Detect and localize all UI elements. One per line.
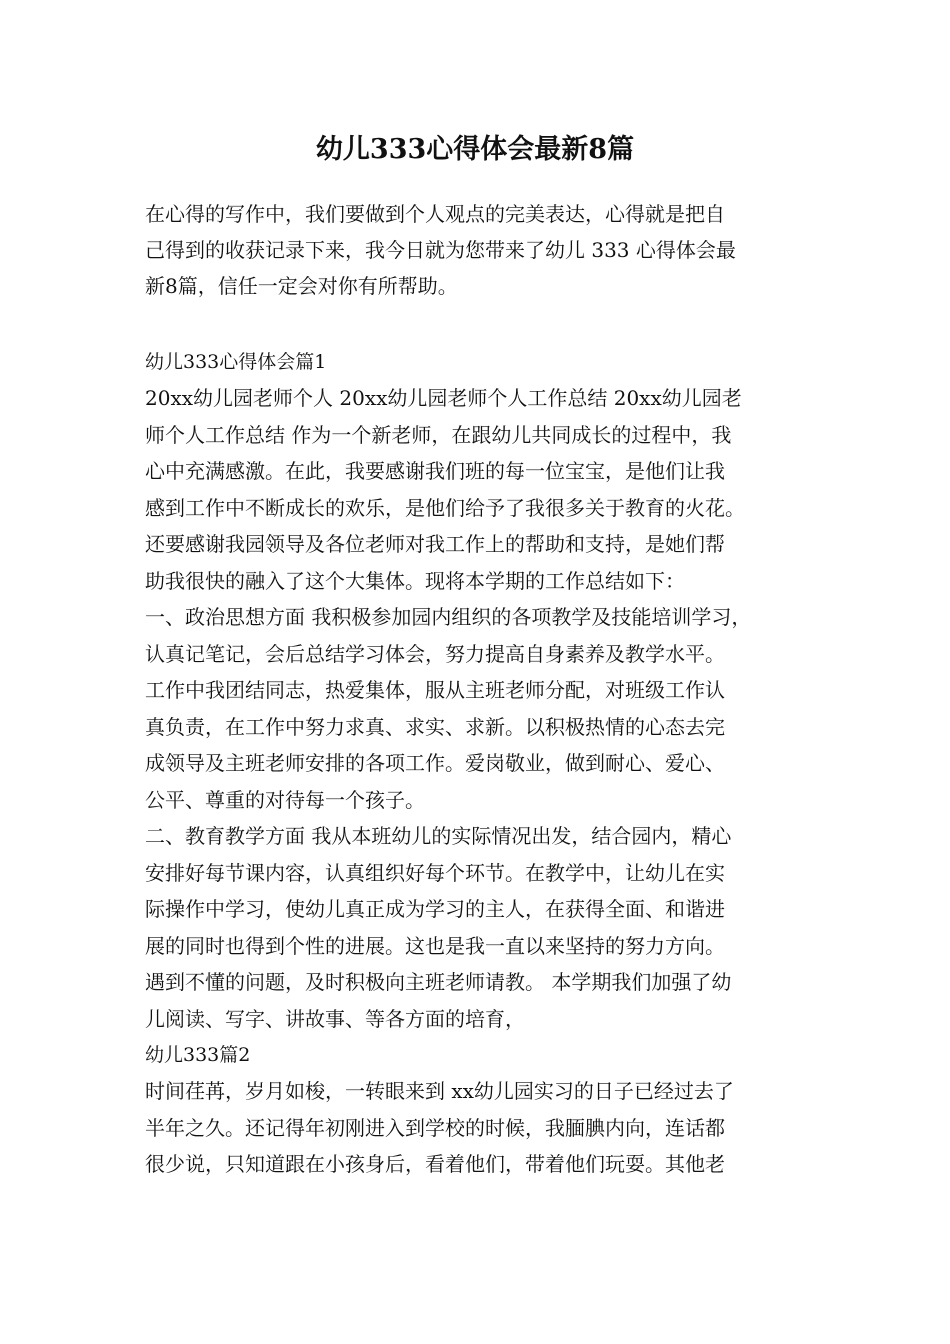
intro-line: 在心得的写作中，我们要做到个人观点的完美表达，心得就是把自 <box>145 202 725 226</box>
text-line: 助我很快的融入了这个大集体。现将本学期的工作总结如下： <box>145 568 685 593</box>
text-line: 认真记笔记，会后总结学习体会，努力提高自身素养及教学水平。 <box>145 641 725 666</box>
text-line: 还要感谢我园领导及各位老师对我工作上的帮助和支持，是她们帮 <box>145 532 725 556</box>
text-line: 公平、尊重的对待每一个孩子。 <box>145 787 425 812</box>
section-heading-2: 幼儿333篇2 <box>145 1044 251 1066</box>
text-line: 师个人工作总结 作为一个新老师，在跟幼儿共同成长的过程中，我 <box>145 422 732 447</box>
intro-line: 己得到的收获记录下来，我今日就为您带来了幼儿 333 心得体会最 <box>145 238 736 262</box>
text-line: 时间荏苒，岁月如梭，一转眼来到 xx幼儿园实习的日子已经过去了 <box>145 1079 734 1103</box>
text-line: 二、教育教学方面 我从本班幼儿的实际情况出发，结合园内，精心 <box>145 824 732 848</box>
text-line: 际操作中学习，使幼儿真正成为学习的主人，在获得全面、和谐进 <box>145 897 725 921</box>
text-line: 半年之久。还记得年初刚进入到学校的时候，我腼腆内向，连话都 <box>145 1115 725 1140</box>
text-line: 心中充满感激。在此，我要感谢我们班的每一位宝宝，是他们让我 <box>145 459 725 483</box>
text-line: 20xx幼儿园老师个人 20xx幼儿园老师个人工作总结 20xx幼儿园老 <box>145 386 742 410</box>
text-line: 真负责，在工作中努力求真、求实、求新。以积极热情的心态去完 <box>145 714 725 739</box>
text-line: 工作中我团结同志，热爱集体，服从主班老师分配，对班级工作认 <box>145 678 725 702</box>
text-line: 儿阅读、写字、讲故事、等各方面的培育， <box>145 1006 525 1031</box>
document-body <box>145 196 835 1183</box>
text-line: 成领导及主班老师安排的各项工作。爱岗敬业，做到耐心、爱心、 <box>145 751 725 775</box>
text-line: 感到工作中不断成长的欢乐，是他们给予了我很多关于教育的火花。 <box>145 495 745 520</box>
text-line: 很少说，只知道跟在小孩身后，看着他们，带着他们玩耍。其他老 <box>145 1152 725 1176</box>
text-line: 展的同时也得到个性的进展。这也是我一直以来坚持的努力方向。 <box>145 933 725 958</box>
text-line: 一、政治思想方面 我积极参加园内组织的各项教学及技能培训学习， <box>145 605 752 629</box>
section-heading-1: 幼儿333心得体会篇1 <box>145 351 327 373</box>
intro-line: 新8篇，信任一定会对你有所帮助。 <box>145 274 458 298</box>
document-title: 幼儿333心得体会最新8篇 <box>315 134 635 165</box>
text-line: 遇到不懂的问题，及时积极向主班老师请教。 本学期我们加强了幼 <box>145 970 732 994</box>
text-line: 安排好每节课内容，认真组织好每个环节。在教学中，让幼儿在实 <box>145 860 725 885</box>
paragraph-gap <box>145 304 835 344</box>
